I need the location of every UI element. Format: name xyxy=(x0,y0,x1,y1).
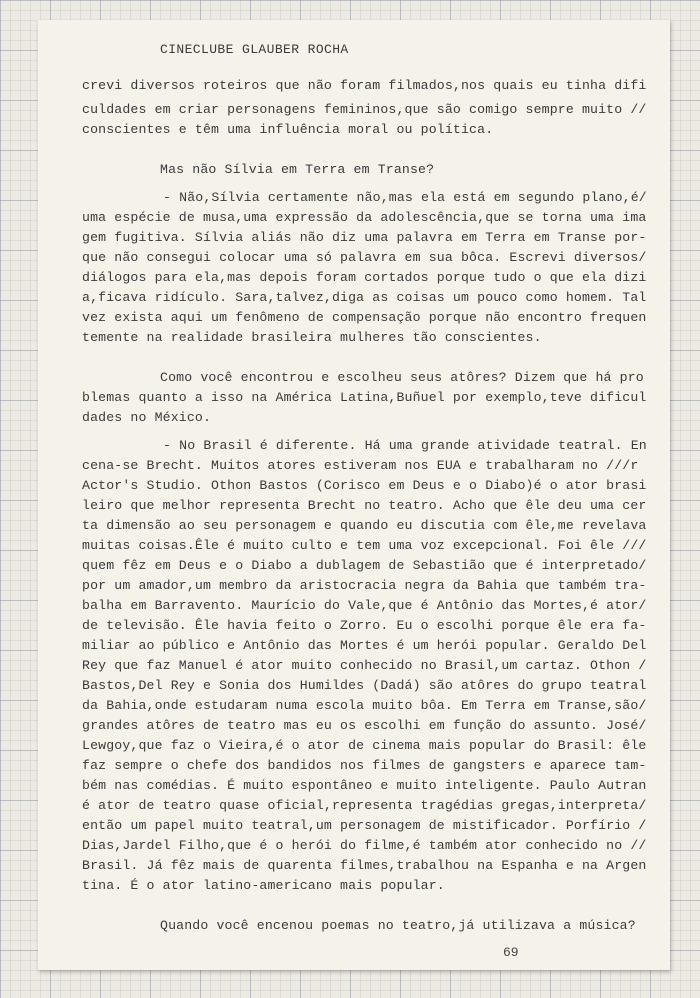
text-line: quem fêz em Deus e o Diabo a dublagem de Sebastião que é interpretado/ xyxy=(82,558,647,573)
text-line: temente na realidade brasileira mulheres tão conscientes. xyxy=(82,330,542,345)
text-line: então um papel muito teatral,um personagem de mistificador. Porfírio / xyxy=(82,818,647,833)
text-line: balha em Barravento. Maurício do Vale,que é Antônio das Mortes,é ator/ xyxy=(82,598,647,613)
text-line: por um amador,um membro da aristocracia negra da Bahia que também tra- xyxy=(82,578,647,593)
text-line: uma espécie de musa,uma expressão da adolescência,que se torna uma ima xyxy=(82,210,647,225)
question-line: dades no México. xyxy=(82,410,212,425)
text-line: culdades em criar personagens femininos,que são comigo sempre muito // xyxy=(82,102,647,117)
text-line: é ator de teatro quase oficial,representa tragédias gregas,interpreta/ xyxy=(82,798,647,813)
question-line: Como você encontrou e escolheu seus atôres? Dizem que há pro xyxy=(160,370,644,385)
text-line: muitas coisas.Êle é muito culto e tem uma voz excepcional. Foi êle /// xyxy=(82,538,647,553)
text-line: - No Brasil é diferente. Há uma grande atividade teatral. En xyxy=(163,438,647,453)
page-header: CINECLUBE GLAUBER ROCHA xyxy=(160,42,349,57)
text-line: Brasil. Já fêz mais de quarenta filmes,trabalhou na Espanha e na Argen xyxy=(82,858,647,873)
text-line: faz sempre o chefe dos bandidos nos filmes de gangsters e aparece tam- xyxy=(82,758,647,773)
text-line: leiro que melhor representa Brecht no teatro. Acho que êle deu uma cer xyxy=(82,498,647,513)
text-line: Rey que faz Manuel é ator muito conhecido no Brasil,um cartaz. Othon / xyxy=(82,658,647,673)
question-line: Quando você encenou poemas no teatro,já utilizava a música? xyxy=(160,918,636,933)
text-line: diálogos para ela,mas depois foram cortados porque tudo o que ela dizi xyxy=(82,270,647,285)
text-line: gem fugitiva. Sílvia aliás não diz uma palavra em Terra em Transe por- xyxy=(82,230,647,245)
text-line: crevi diversos roteiros que não foram filmados,nos quais eu tinha difi xyxy=(82,78,647,93)
text-line: tina. É o ator latino-americano mais popular. xyxy=(82,878,445,893)
text-line: - Não,Sílvia certamente não,mas ela está em segundo plano,é/ xyxy=(163,190,647,205)
text-line: Lewgoy,que faz o Vieira,é o ator de cinema mais popular do Brasil: êle xyxy=(82,738,647,753)
question-line: Mas não Sílvia em Terra em Transe? xyxy=(160,162,435,177)
text-line: cena-se Brecht. Muitos atores estiveram nos EUA e trabalharam no ///r xyxy=(82,458,639,473)
question-line: blemas quanto a isso na América Latina,Buñuel por exemplo,teve dificul xyxy=(82,390,647,405)
text-line: que não consegui colocar uma só palavra em sua bôca. Escrevi diversos/ xyxy=(82,250,647,265)
text-line: Bastos,Del Rey e Sonia dos Humildes (Dadá) são atôres do grupo teatral xyxy=(82,678,647,693)
page-number: 69 xyxy=(503,945,519,960)
text-line: ta dimensão ao seu personagem e quando eu discutia com êle,me revelava xyxy=(82,518,647,533)
text-line: grandes atôres de teatro mas eu os escolhi em função do assunto. José/ xyxy=(82,718,647,733)
text-line: de televisão. Êle havia feito o Zorro. Eu o escolhi porque êle era fa- xyxy=(82,618,647,633)
text-line: conscientes e têm uma influência moral ou política. xyxy=(82,122,494,137)
text-line: Actor's Studio. Othon Bastos (Corisco em Deus e o Diabo)é o ator brasi xyxy=(82,478,647,493)
text-line: miliar ao público e Antônio das Mortes é um herói popular. Geraldo Del xyxy=(82,638,647,653)
text-line: da Bahia,onde estudaram numa escola muito bôa. Em Terra em Transe,são/ xyxy=(82,698,647,713)
text-line: a,ficava ridículo. Sara,talvez,diga as coisas um pouco como homem. Tal xyxy=(82,290,647,305)
text-line: bém nas comédias. É muito espontâneo e muito inteligente. Paulo Autran xyxy=(82,778,647,793)
text-line: vez exista aqui um fenômeno de compensação porque não encontro frequen xyxy=(82,310,647,325)
text-line: Dias,Jardel Filho,que é o herói do filme,é também ator conhecido no // xyxy=(82,838,647,853)
